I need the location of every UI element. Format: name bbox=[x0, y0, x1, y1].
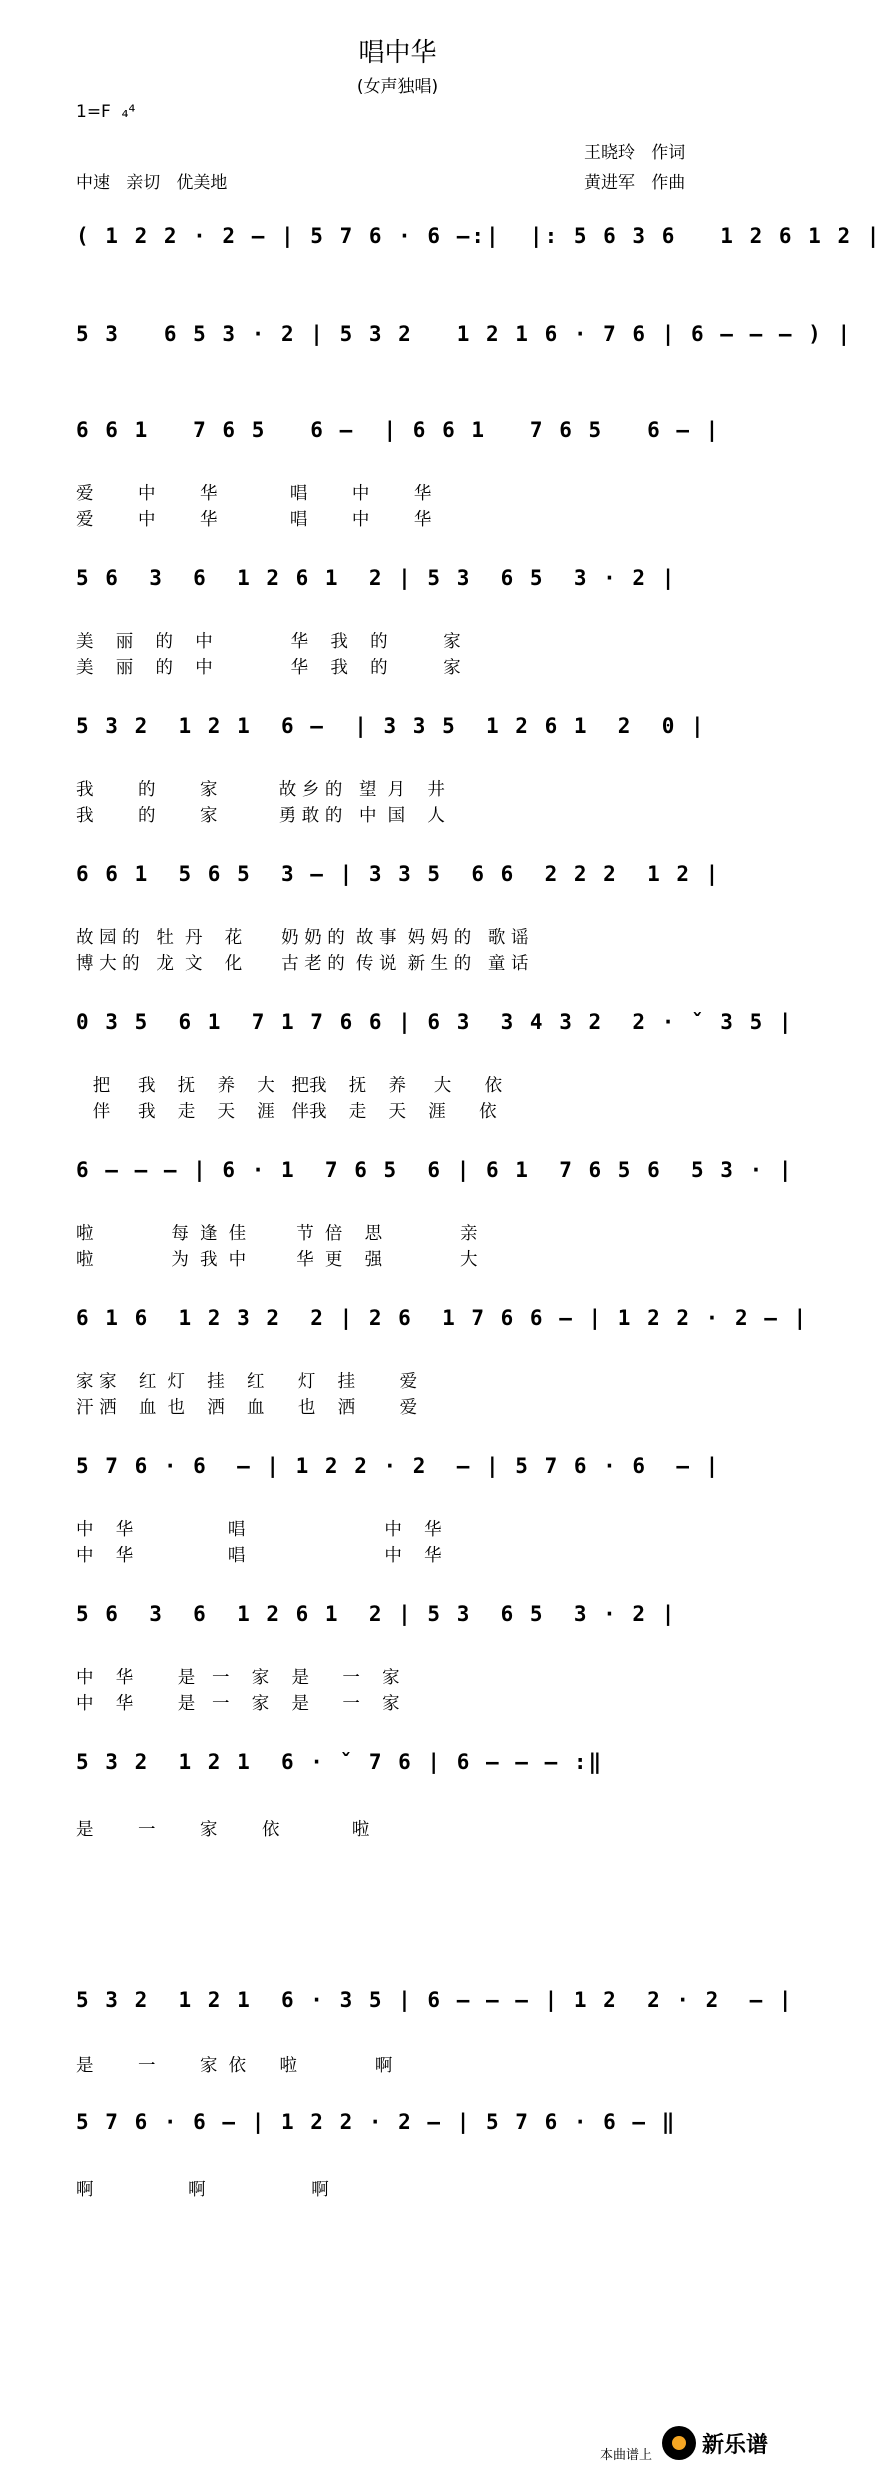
notation-line: 5 6 3 6 1 2 6 1 2 | 5 3 6 5 3 · 2 | bbox=[76, 566, 677, 590]
lyric-line: 啦 每 逢 佳 节 倍 思 亲 bbox=[76, 1224, 478, 1244]
footer-label: 本曲谱上 bbox=[600, 2448, 653, 2463]
lyric-line: 家 家 红 灯 挂 红 灯 挂 爱 bbox=[76, 1372, 418, 1392]
notation-line: 5 3 2 1 2 1 6 · ˇ 7 6 | 6 — — — :‖ bbox=[76, 1750, 604, 1774]
lyric-line: 博 大 的 龙 文 化 古 老 的 传 说 新 生 的 童 话 bbox=[76, 954, 529, 974]
lyric-line: 汗 洒 血 也 洒 血 也 洒 爱 bbox=[76, 1398, 418, 1418]
notation-line: 5 7 6 · 6 — | 1 2 2 · 2 — | 5 7 6 · 6 — ‖ bbox=[76, 2110, 677, 2134]
notation-line: 5 3 6 5 3 · 2 | 5 3 2 1 2 1 6 · 7 6 | 6 — — — ) | bbox=[76, 322, 853, 346]
notation-line: 6 6 1 5 6 5 3 — | 3 3 5 6 6 2 2 2 1 2 | bbox=[76, 862, 721, 886]
lyricist-credit: 王晓玲 作词 bbox=[584, 143, 686, 163]
lyric-line: 美 丽 的 中 华 我 的 家 bbox=[76, 658, 461, 678]
lyric-line: 美 丽 的 中 华 我 的 家 bbox=[76, 632, 461, 652]
tempo-mood: 中速 亲切 优美地 bbox=[76, 173, 228, 193]
lyric-line: 中 华 是 一 家 是 一 家 bbox=[76, 1668, 400, 1688]
lyric-line: 是 一 家 依 啦 啊 bbox=[76, 2056, 393, 2076]
music-disc-icon bbox=[662, 2426, 696, 2460]
lyric-line: 啦 为 我 中 华 更 强 大 bbox=[76, 1250, 478, 1270]
notation-line: 5 3 2 1 2 1 6 · 3 5 | 6 — — — | 1 2 2 · 2 — | bbox=[76, 1988, 794, 2012]
notation-line: 6 6 1 7 6 5 6 — | 6 6 1 7 6 5 6 — | bbox=[76, 418, 721, 442]
lyric-line: 啊 啊 啊 bbox=[76, 2180, 329, 2200]
lyric-line: 中 华 唱 中 华 bbox=[76, 1520, 442, 1540]
lyric-line: 爱 中 华 唱 中 华 bbox=[76, 484, 432, 504]
lyric-line: 中 华 是 一 家 是 一 家 bbox=[76, 1694, 400, 1714]
notation-line: ( 1 2 2 · 2 — | 5 7 6 · 6 —:| |: 5 6 3 6 1 2 6 1 2 | bbox=[76, 224, 881, 248]
brand-name: 新乐谱 bbox=[702, 2432, 769, 2458]
notation-line: 0 3 5 6 1 7 1 7 6 6 | 6 3 3 4 3 2 2 · ˇ 3 5 | bbox=[76, 1010, 794, 1034]
notation-line: 5 7 6 · 6 — | 1 2 2 · 2 — | 5 7 6 · 6 — | bbox=[76, 1454, 721, 1478]
lyric-line: 中 华 唱 中 华 bbox=[76, 1546, 442, 1566]
lyric-line: 我 的 家 勇 敢 的 中 国 人 bbox=[76, 806, 445, 826]
notation-line: 5 6 3 6 1 2 6 1 2 | 5 3 6 5 3 · 2 | bbox=[76, 1602, 677, 1626]
lyric-line: 我 的 家 故 乡 的 望 月 井 bbox=[76, 780, 445, 800]
notation-line: 6 — — — | 6 · 1 7 6 5 6 | 6 1 7 6 5 6 5 3 · | bbox=[76, 1158, 794, 1182]
lyric-line: 爱 中 华 唱 中 华 bbox=[76, 510, 432, 530]
notation-line: 5 3 2 1 2 1 6 — | 3 3 5 1 2 6 1 2 0 | bbox=[76, 714, 706, 738]
notation-line: 6 1 6 1 2 3 2 2 | 2 6 1 7 6 6 — | 1 2 2 · 2 — | bbox=[76, 1306, 809, 1330]
site-logo bbox=[662, 2426, 768, 2460]
page-subtitle: (女声独唱) bbox=[356, 77, 439, 97]
lyric-line: 伴 我 走 天 涯 伴我 走 天 涯 依 bbox=[76, 1102, 497, 1122]
lyric-line: 把 我 抚 养 大 把我 抚 养 大 依 bbox=[76, 1076, 503, 1096]
key-signature: 1=F ₄⁴ bbox=[76, 102, 136, 122]
lyric-line: 故 园 的 牡 丹 花 奶 奶 的 故 事 妈 妈 的 歌 谣 bbox=[76, 928, 529, 948]
page-title: 唱中华 bbox=[358, 38, 437, 68]
composer-credit: 黄进军 作曲 bbox=[584, 173, 686, 193]
lyric-line: 是 一 家 依 啦 bbox=[76, 1820, 370, 1840]
